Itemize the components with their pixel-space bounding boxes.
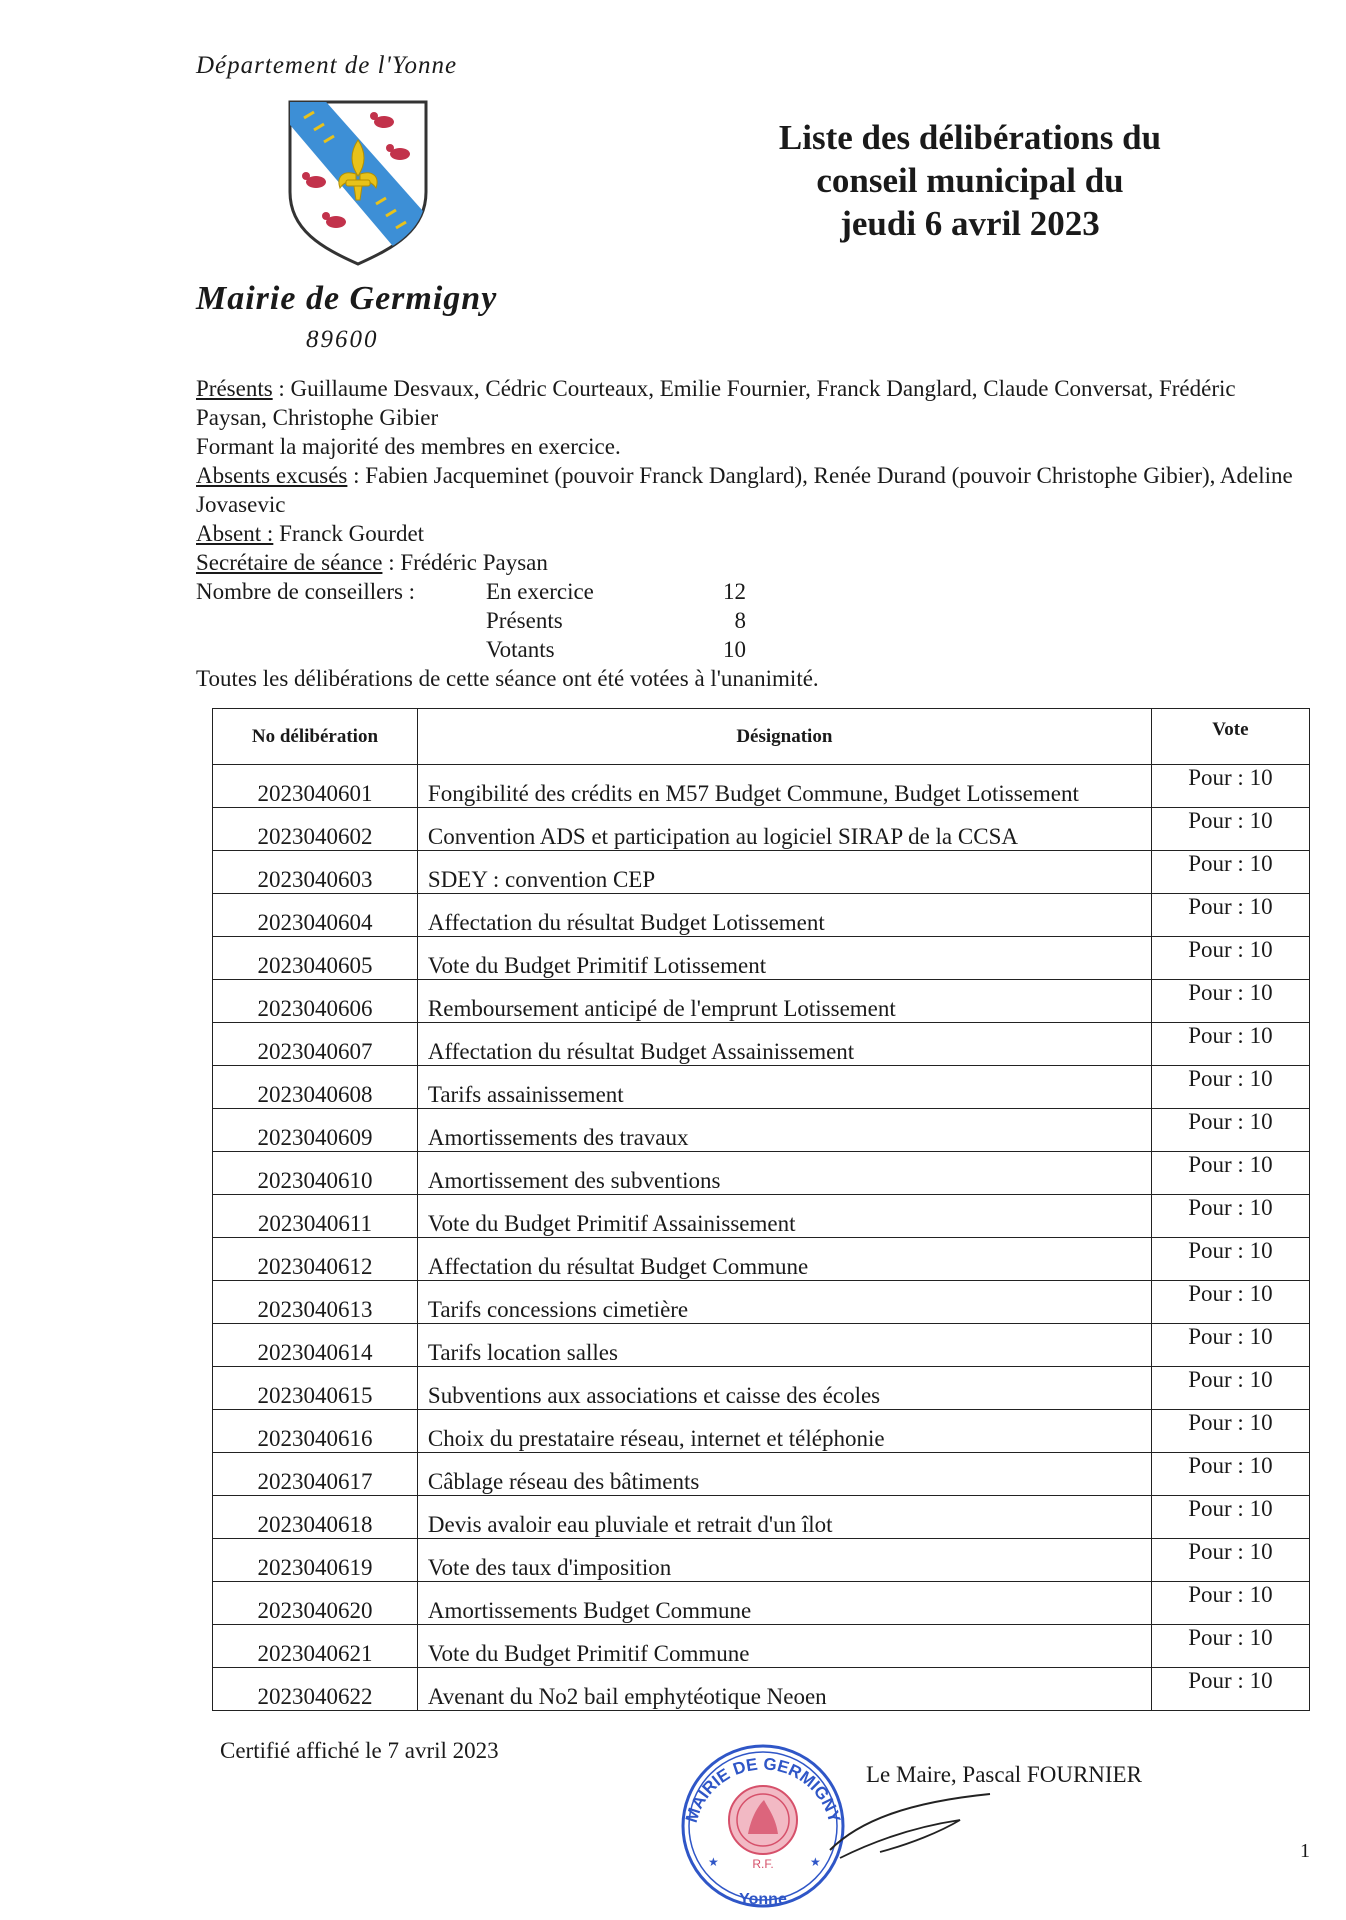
deliberation-vote: Pour : 10 — [1151, 1453, 1309, 1496]
absents-excuses-label: Absents excusés — [196, 463, 348, 488]
count-value: 10 — [723, 637, 746, 662]
deliberation-number: 2023040622 — [213, 1668, 418, 1711]
deliberation-designation: Choix du prestataire réseau, internet et téléphonie — [417, 1410, 1151, 1453]
presents-line — [196, 374, 1306, 432]
deliberation-vote: Pour : 10 — [1151, 1109, 1309, 1152]
absents-excuses-line — [196, 461, 1306, 519]
deliberation-number: 2023040610 — [213, 1152, 418, 1195]
deliberation-vote: Pour : 10 — [1151, 765, 1309, 808]
deliberation-designation: Subventions aux associations et caisse des écoles — [417, 1367, 1151, 1410]
table-row — [213, 894, 1310, 937]
deliberation-number: 2023040616 — [213, 1410, 418, 1453]
deliberation-designation: Tarifs concessions cimetière — [417, 1281, 1151, 1324]
signature-icon — [820, 1780, 1000, 1870]
stamp-top-text: MAIRIE DE GERMIGNY — [681, 1754, 845, 1825]
deliberation-number: 2023040620 — [213, 1582, 418, 1625]
count-row — [196, 577, 1306, 606]
presents-label: Présents — [196, 376, 273, 401]
count-label: Votants — [486, 637, 555, 662]
deliberation-designation: Devis avaloir eau pluviale et retrait d'un îlot — [417, 1496, 1151, 1539]
deliberation-designation: Tarifs assainissement — [417, 1066, 1151, 1109]
title-line-3: jeudi 6 avril 2023 — [840, 204, 1100, 243]
deliberation-number: 2023040607 — [213, 1023, 418, 1066]
table-header-row — [213, 709, 1310, 765]
deliberation-designation: Affectation du résultat Budget Lotissement — [417, 894, 1151, 937]
count-value: 8 — [734, 608, 746, 633]
table-row — [213, 1453, 1310, 1496]
postal-code: 89600 — [306, 326, 379, 353]
deliberation-number: 2023040615 — [213, 1367, 418, 1410]
table-row — [213, 1668, 1310, 1711]
deliberation-number: 2023040604 — [213, 894, 418, 937]
count-label: En exercice — [486, 579, 594, 604]
department-name: Département de l'Yonne — [196, 52, 458, 79]
deliberation-vote: Pour : 10 — [1151, 980, 1309, 1023]
table-row — [213, 1109, 1310, 1152]
stamp-bottom-text: Yonne — [739, 1891, 787, 1908]
title-line-2: conseil municipal du — [816, 161, 1124, 200]
absent-line — [196, 519, 1306, 548]
deliberation-number: 2023040612 — [213, 1238, 418, 1281]
table-row — [213, 1066, 1310, 1109]
table-row — [213, 1539, 1310, 1582]
deliberation-vote: Pour : 10 — [1151, 1238, 1309, 1281]
svg-text:★: ★ — [810, 1855, 821, 1869]
deliberation-designation: Vote des taux d'imposition — [417, 1539, 1151, 1582]
deliberation-vote: Pour : 10 — [1151, 1668, 1309, 1711]
table-row — [213, 1324, 1310, 1367]
deliberation-designation: Affectation du résultat Budget Commune — [417, 1238, 1151, 1281]
deliberation-vote: Pour : 10 — [1151, 1539, 1309, 1582]
coat-of-arms-icon — [284, 96, 432, 268]
deliberation-number: 2023040602 — [213, 808, 418, 851]
deliberation-number: 2023040605 — [213, 937, 418, 980]
table-row — [213, 765, 1310, 808]
unanimity-line: Toutes les délibérations de cette séance ont été votées à l'unanimité. — [196, 666, 819, 691]
deliberation-vote: Pour : 10 — [1151, 1152, 1309, 1195]
table-row — [213, 1152, 1310, 1195]
deliberation-vote: Pour : 10 — [1151, 1410, 1309, 1453]
table-row — [213, 1195, 1310, 1238]
deliberation-vote: Pour : 10 — [1151, 1281, 1309, 1324]
deliberation-number: 2023040601 — [213, 765, 418, 808]
table-row — [213, 1238, 1310, 1281]
deliberation-designation: Tarifs location salles — [417, 1324, 1151, 1367]
header-vote: Vote — [1151, 709, 1309, 765]
deliberation-designation: Convention ADS et participation au logiciel SIRAP de la CCSA — [417, 808, 1151, 851]
deliberation-vote: Pour : 10 — [1151, 808, 1309, 851]
svg-text:★: ★ — [708, 1855, 719, 1869]
attendance-section — [196, 374, 1306, 693]
deliberation-designation: Avenant du No2 bail emphytéotique Neoen — [417, 1668, 1151, 1711]
deliberation-number: 2023040606 — [213, 980, 418, 1023]
table-row — [213, 1410, 1310, 1453]
table-row — [213, 1582, 1310, 1625]
deliberation-designation: Vote du Budget Primitif Assainissement — [417, 1195, 1151, 1238]
deliberation-designation: Câblage réseau des bâtiments — [417, 1453, 1151, 1496]
title-line-1: Liste des délibérations du — [778, 118, 1162, 157]
absent-name: Franck Gourdet — [273, 521, 425, 546]
deliberation-number: 2023040603 — [213, 851, 418, 894]
deliberation-designation: Fongibilité des crédits en M57 Budget Commune, Budget Lotissement — [417, 765, 1151, 808]
deliberation-designation: Amortissement des subventions — [417, 1152, 1151, 1195]
document-title — [730, 116, 1210, 245]
deliberation-designation: Amortissements Budget Commune — [417, 1582, 1151, 1625]
table-row — [213, 1496, 1310, 1539]
stamp-center-text: R.F. — [752, 1857, 774, 1871]
deliberation-designation: Remboursement anticipé de l'emprunt Lotissement — [417, 980, 1151, 1023]
table-row — [213, 851, 1310, 894]
deliberation-vote: Pour : 10 — [1151, 1023, 1309, 1066]
deliberation-number: 2023040617 — [213, 1453, 418, 1496]
deliberation-number: 2023040611 — [213, 1195, 418, 1238]
secretaire-name: : Frédéric Paysan — [382, 550, 548, 575]
deliberation-number: 2023040618 — [213, 1496, 418, 1539]
table-row — [213, 980, 1310, 1023]
mairie-name: Mairie de Germigny — [196, 280, 498, 317]
table-row — [213, 1367, 1310, 1410]
absent-label: Absent : — [196, 521, 274, 546]
deliberation-vote: Pour : 10 — [1151, 1324, 1309, 1367]
deliberation-number: 2023040619 — [213, 1539, 418, 1582]
header-no: No délibération — [213, 709, 418, 765]
table-row — [213, 937, 1310, 980]
deliberation-number: 2023040614 — [213, 1324, 418, 1367]
deliberation-designation: Amortissements des travaux — [417, 1109, 1151, 1152]
count-value: 12 — [723, 579, 746, 604]
deliberation-number: 2023040613 — [213, 1281, 418, 1324]
deliberation-designation: Affectation du résultat Budget Assainissement — [417, 1023, 1151, 1066]
header-designation: Désignation — [417, 709, 1151, 765]
counts-label: Nombre de conseillers : — [196, 579, 416, 604]
deliberation-vote: Pour : 10 — [1151, 1367, 1309, 1410]
deliberation-vote: Pour : 10 — [1151, 1496, 1309, 1539]
table-row — [213, 1023, 1310, 1066]
deliberations-table — [212, 708, 1310, 1711]
secretaire-line — [196, 548, 1306, 577]
deliberation-vote: Pour : 10 — [1151, 1195, 1309, 1238]
count-row — [196, 606, 1306, 635]
count-label: Présents — [486, 608, 563, 633]
deliberation-vote: Pour : 10 — [1151, 1625, 1309, 1668]
deliberation-vote: Pour : 10 — [1151, 937, 1309, 980]
mayor-signature-line: Le Maire, Pascal FOURNIER — [866, 1762, 1142, 1787]
deliberation-vote: Pour : 10 — [1151, 1066, 1309, 1109]
table-row — [213, 808, 1310, 851]
table-row — [213, 1625, 1310, 1668]
deliberation-number: 2023040609 — [213, 1109, 418, 1152]
certification-text: Certifié affiché le 7 avril 2023 — [220, 1738, 499, 1763]
deliberation-vote: Pour : 10 — [1151, 1582, 1309, 1625]
deliberation-number: 2023040621 — [213, 1625, 418, 1668]
page-number: 1 — [1300, 1840, 1310, 1862]
secretaire-label: Secrétaire de séance — [196, 550, 383, 575]
count-row — [196, 635, 1306, 664]
presents-names: : Guillaume Desvaux, Cédric Courteaux, Emilie Fournier, Franck Danglard, Claude Conversat, Frédéric Paysan, Christophe Gibier — [196, 376, 1236, 430]
deliberation-designation: Vote du Budget Primitif Lotissement — [417, 937, 1151, 980]
deliberation-designation: Vote du Budget Primitif Commune — [417, 1625, 1151, 1668]
absents-excuses-names: : Fabien Jacqueminet (pouvoir Franck Danglard), Renée Durand (pouvoir Christophe Gibier), Adeline Jovasevic — [196, 463, 1293, 517]
majority-line: Formant la majorité des membres en exercice. — [196, 434, 621, 459]
deliberation-number: 2023040608 — [213, 1066, 418, 1109]
deliberation-designation: SDEY : convention CEP — [417, 851, 1151, 894]
deliberation-vote: Pour : 10 — [1151, 894, 1309, 937]
table-row — [213, 1281, 1310, 1324]
deliberation-vote: Pour : 10 — [1151, 851, 1309, 894]
